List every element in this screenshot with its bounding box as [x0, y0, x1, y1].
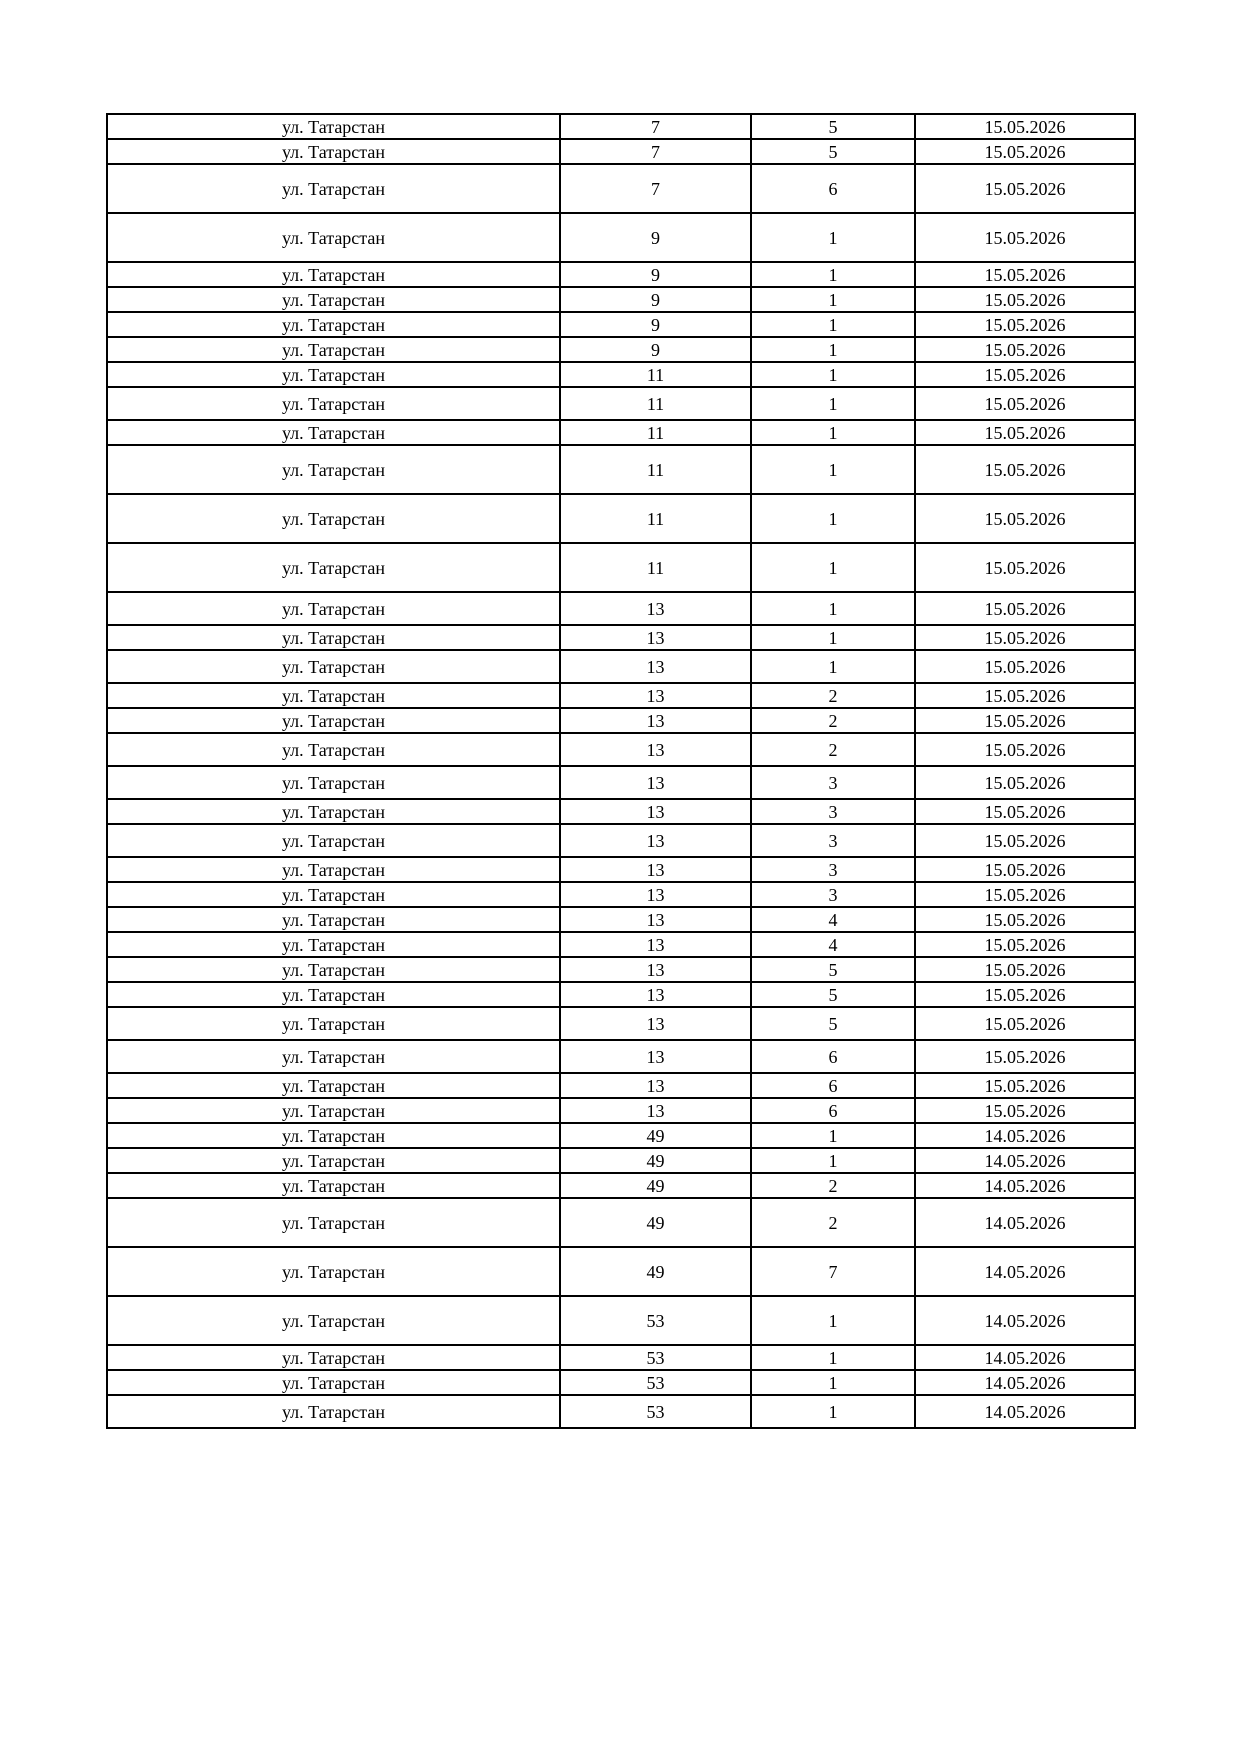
table-row	[107, 1148, 1135, 1173]
street-cell: ул. Татарстан	[107, 982, 560, 1007]
street-cell: ул. Татарстан	[107, 213, 560, 262]
date-cell: 14.05.2026	[915, 1198, 1135, 1247]
date-cell: 14.05.2026	[915, 1247, 1135, 1296]
table-row	[107, 683, 1135, 708]
entrance-number-cell: 3	[751, 824, 915, 857]
date-cell: 15.05.2026	[915, 708, 1135, 733]
street-cell: ул. Татарстан	[107, 1370, 560, 1395]
street-cell: ул. Татарстан	[107, 287, 560, 312]
house-number-cell: 11	[560, 362, 751, 387]
entrance-number-cell: 6	[751, 1040, 915, 1073]
date-cell: 15.05.2026	[915, 592, 1135, 625]
date-cell: 15.05.2026	[915, 733, 1135, 766]
street-cell: ул. Татарстан	[107, 733, 560, 766]
date-cell: 15.05.2026	[915, 445, 1135, 494]
address-table	[106, 113, 1136, 1429]
entrance-number-cell: 3	[751, 857, 915, 882]
street-cell: ул. Татарстан	[107, 708, 560, 733]
house-number-cell: 9	[560, 262, 751, 287]
entrance-number-cell: 7	[751, 1247, 915, 1296]
street-cell: ул. Татарстан	[107, 139, 560, 164]
date-cell: 15.05.2026	[915, 1073, 1135, 1098]
table-row	[107, 1370, 1135, 1395]
table-row	[107, 543, 1135, 592]
date-cell: 15.05.2026	[915, 164, 1135, 213]
date-cell: 15.05.2026	[915, 262, 1135, 287]
street-cell: ул. Татарстан	[107, 1247, 560, 1296]
house-number-cell: 9	[560, 287, 751, 312]
street-cell: ул. Татарстан	[107, 625, 560, 650]
date-cell: 15.05.2026	[915, 114, 1135, 139]
entrance-number-cell: 2	[751, 1173, 915, 1198]
table-row	[107, 799, 1135, 824]
date-cell: 14.05.2026	[915, 1345, 1135, 1370]
entrance-number-cell: 1	[751, 592, 915, 625]
street-cell: ул. Татарстан	[107, 337, 560, 362]
street-cell: ул. Татарстан	[107, 824, 560, 857]
entrance-number-cell: 1	[751, 543, 915, 592]
house-number-cell: 11	[560, 543, 751, 592]
table-row	[107, 1296, 1135, 1345]
table-row	[107, 857, 1135, 882]
house-number-cell: 13	[560, 882, 751, 907]
entrance-number-cell: 5	[751, 957, 915, 982]
entrance-number-cell: 1	[751, 312, 915, 337]
street-cell: ул. Татарстан	[107, 1345, 560, 1370]
house-number-cell: 13	[560, 1007, 751, 1040]
street-cell: ул. Татарстан	[107, 1040, 560, 1073]
entrance-number-cell: 2	[751, 1198, 915, 1247]
house-number-cell: 7	[560, 164, 751, 213]
table-row	[107, 1345, 1135, 1370]
house-number-cell: 49	[560, 1198, 751, 1247]
street-cell: ул. Татарстан	[107, 164, 560, 213]
entrance-number-cell: 1	[751, 1395, 915, 1428]
entrance-number-cell: 1	[751, 650, 915, 683]
date-cell: 15.05.2026	[915, 650, 1135, 683]
entrance-number-cell: 5	[751, 982, 915, 1007]
date-cell: 15.05.2026	[915, 213, 1135, 262]
house-number-cell: 13	[560, 733, 751, 766]
street-cell: ул. Татарстан	[107, 932, 560, 957]
street-cell: ул. Татарстан	[107, 799, 560, 824]
house-number-cell: 9	[560, 312, 751, 337]
date-cell: 15.05.2026	[915, 139, 1135, 164]
entrance-number-cell: 2	[751, 708, 915, 733]
house-number-cell: 13	[560, 1040, 751, 1073]
table-row	[107, 420, 1135, 445]
table-row	[107, 1073, 1135, 1098]
date-cell: 14.05.2026	[915, 1148, 1135, 1173]
street-cell: ул. Татарстан	[107, 766, 560, 799]
street-cell: ул. Татарстан	[107, 1073, 560, 1098]
street-cell: ул. Татарстан	[107, 1123, 560, 1148]
entrance-number-cell: 6	[751, 164, 915, 213]
entrance-number-cell: 1	[751, 1123, 915, 1148]
entrance-number-cell: 4	[751, 932, 915, 957]
entrance-number-cell: 3	[751, 882, 915, 907]
table-row	[107, 982, 1135, 1007]
table-row	[107, 114, 1135, 139]
house-number-cell: 53	[560, 1395, 751, 1428]
date-cell: 15.05.2026	[915, 1098, 1135, 1123]
table-row	[107, 262, 1135, 287]
date-cell: 14.05.2026	[915, 1395, 1135, 1428]
table-row	[107, 139, 1135, 164]
date-cell: 15.05.2026	[915, 683, 1135, 708]
table-row	[107, 733, 1135, 766]
date-cell: 15.05.2026	[915, 932, 1135, 957]
house-number-cell: 13	[560, 982, 751, 1007]
house-number-cell: 13	[560, 957, 751, 982]
street-cell: ул. Татарстан	[107, 857, 560, 882]
house-number-cell: 13	[560, 857, 751, 882]
house-number-cell: 49	[560, 1148, 751, 1173]
street-cell: ул. Татарстан	[107, 1007, 560, 1040]
table-body	[107, 114, 1135, 1428]
house-number-cell: 13	[560, 824, 751, 857]
street-cell: ул. Татарстан	[107, 957, 560, 982]
street-cell: ул. Татарстан	[107, 650, 560, 683]
house-number-cell: 13	[560, 650, 751, 683]
entrance-number-cell: 5	[751, 114, 915, 139]
entrance-number-cell: 2	[751, 733, 915, 766]
entrance-number-cell: 1	[751, 287, 915, 312]
street-cell: ул. Татарстан	[107, 1198, 560, 1247]
house-number-cell: 13	[560, 592, 751, 625]
table-row	[107, 766, 1135, 799]
entrance-number-cell: 1	[751, 1148, 915, 1173]
house-number-cell: 13	[560, 907, 751, 932]
table-row	[107, 1098, 1135, 1123]
house-number-cell: 13	[560, 932, 751, 957]
street-cell: ул. Татарстан	[107, 445, 560, 494]
date-cell: 15.05.2026	[915, 337, 1135, 362]
date-cell: 15.05.2026	[915, 957, 1135, 982]
table-row	[107, 1007, 1135, 1040]
house-number-cell: 53	[560, 1296, 751, 1345]
house-number-cell: 9	[560, 213, 751, 262]
street-cell: ул. Татарстан	[107, 1098, 560, 1123]
table-row	[107, 1123, 1135, 1148]
table-row	[107, 592, 1135, 625]
table-row	[107, 312, 1135, 337]
street-cell: ул. Татарстан	[107, 543, 560, 592]
entrance-number-cell: 1	[751, 420, 915, 445]
date-cell: 15.05.2026	[915, 857, 1135, 882]
street-cell: ул. Татарстан	[107, 362, 560, 387]
date-cell: 15.05.2026	[915, 882, 1135, 907]
table-row	[107, 494, 1135, 543]
date-cell: 15.05.2026	[915, 362, 1135, 387]
table-row	[107, 824, 1135, 857]
table-row	[107, 907, 1135, 932]
table-row	[107, 1198, 1135, 1247]
date-cell: 15.05.2026	[915, 907, 1135, 932]
entrance-number-cell: 1	[751, 362, 915, 387]
table-row	[107, 708, 1135, 733]
table-row	[107, 213, 1135, 262]
entrance-number-cell: 6	[751, 1098, 915, 1123]
table-row	[107, 932, 1135, 957]
entrance-number-cell: 1	[751, 262, 915, 287]
date-cell: 15.05.2026	[915, 625, 1135, 650]
table-row	[107, 164, 1135, 213]
date-cell: 14.05.2026	[915, 1123, 1135, 1148]
table-row	[107, 625, 1135, 650]
house-number-cell: 49	[560, 1173, 751, 1198]
house-number-cell: 11	[560, 445, 751, 494]
date-cell: 15.05.2026	[915, 1040, 1135, 1073]
table-row	[107, 287, 1135, 312]
date-cell: 15.05.2026	[915, 287, 1135, 312]
table-row	[107, 1247, 1135, 1296]
table-row	[107, 337, 1135, 362]
table-row	[107, 387, 1135, 420]
street-cell: ул. Татарстан	[107, 420, 560, 445]
house-number-cell: 7	[560, 114, 751, 139]
entrance-number-cell: 1	[751, 1296, 915, 1345]
entrance-number-cell: 3	[751, 799, 915, 824]
street-cell: ул. Татарстан	[107, 1395, 560, 1428]
street-cell: ул. Татарстан	[107, 1148, 560, 1173]
entrance-number-cell: 3	[751, 766, 915, 799]
table-row	[107, 650, 1135, 683]
street-cell: ул. Татарстан	[107, 1296, 560, 1345]
house-number-cell: 13	[560, 708, 751, 733]
date-cell: 15.05.2026	[915, 312, 1135, 337]
entrance-number-cell: 5	[751, 1007, 915, 1040]
entrance-number-cell: 1	[751, 387, 915, 420]
entrance-number-cell: 1	[751, 625, 915, 650]
house-number-cell: 53	[560, 1345, 751, 1370]
table-row	[107, 445, 1135, 494]
entrance-number-cell: 1	[751, 1345, 915, 1370]
entrance-number-cell: 1	[751, 445, 915, 494]
street-cell: ул. Татарстан	[107, 1173, 560, 1198]
table-row	[107, 957, 1135, 982]
street-cell: ул. Татарстан	[107, 114, 560, 139]
house-number-cell: 13	[560, 1073, 751, 1098]
date-cell: 15.05.2026	[915, 766, 1135, 799]
street-cell: ул. Татарстан	[107, 592, 560, 625]
date-cell: 15.05.2026	[915, 543, 1135, 592]
table-row	[107, 1040, 1135, 1073]
entrance-number-cell: 1	[751, 494, 915, 543]
house-number-cell: 11	[560, 494, 751, 543]
date-cell: 15.05.2026	[915, 1007, 1135, 1040]
house-number-cell: 53	[560, 1370, 751, 1395]
date-cell: 15.05.2026	[915, 799, 1135, 824]
date-cell: 15.05.2026	[915, 494, 1135, 543]
street-cell: ул. Татарстан	[107, 494, 560, 543]
house-number-cell: 13	[560, 625, 751, 650]
street-cell: ул. Татарстан	[107, 907, 560, 932]
table-row	[107, 362, 1135, 387]
entrance-number-cell: 1	[751, 1370, 915, 1395]
date-cell: 14.05.2026	[915, 1296, 1135, 1345]
house-number-cell: 13	[560, 766, 751, 799]
date-cell: 15.05.2026	[915, 387, 1135, 420]
house-number-cell: 13	[560, 1098, 751, 1123]
street-cell: ул. Татарстан	[107, 387, 560, 420]
entrance-number-cell: 1	[751, 213, 915, 262]
date-cell: 15.05.2026	[915, 824, 1135, 857]
house-number-cell: 11	[560, 387, 751, 420]
street-cell: ул. Татарстан	[107, 882, 560, 907]
house-number-cell: 49	[560, 1247, 751, 1296]
house-number-cell: 13	[560, 683, 751, 708]
entrance-number-cell: 4	[751, 907, 915, 932]
house-number-cell: 49	[560, 1123, 751, 1148]
street-cell: ул. Татарстан	[107, 262, 560, 287]
house-number-cell: 7	[560, 139, 751, 164]
date-cell: 15.05.2026	[915, 420, 1135, 445]
entrance-number-cell: 1	[751, 337, 915, 362]
date-cell: 15.05.2026	[915, 982, 1135, 1007]
street-cell: ул. Татарстан	[107, 683, 560, 708]
entrance-number-cell: 6	[751, 1073, 915, 1098]
table-row	[107, 1173, 1135, 1198]
date-cell: 14.05.2026	[915, 1370, 1135, 1395]
entrance-number-cell: 2	[751, 683, 915, 708]
house-number-cell: 11	[560, 420, 751, 445]
street-cell: ул. Татарстан	[107, 312, 560, 337]
date-cell: 14.05.2026	[915, 1173, 1135, 1198]
table-row	[107, 882, 1135, 907]
house-number-cell: 13	[560, 799, 751, 824]
table-row	[107, 1395, 1135, 1428]
house-number-cell: 9	[560, 337, 751, 362]
entrance-number-cell: 5	[751, 139, 915, 164]
